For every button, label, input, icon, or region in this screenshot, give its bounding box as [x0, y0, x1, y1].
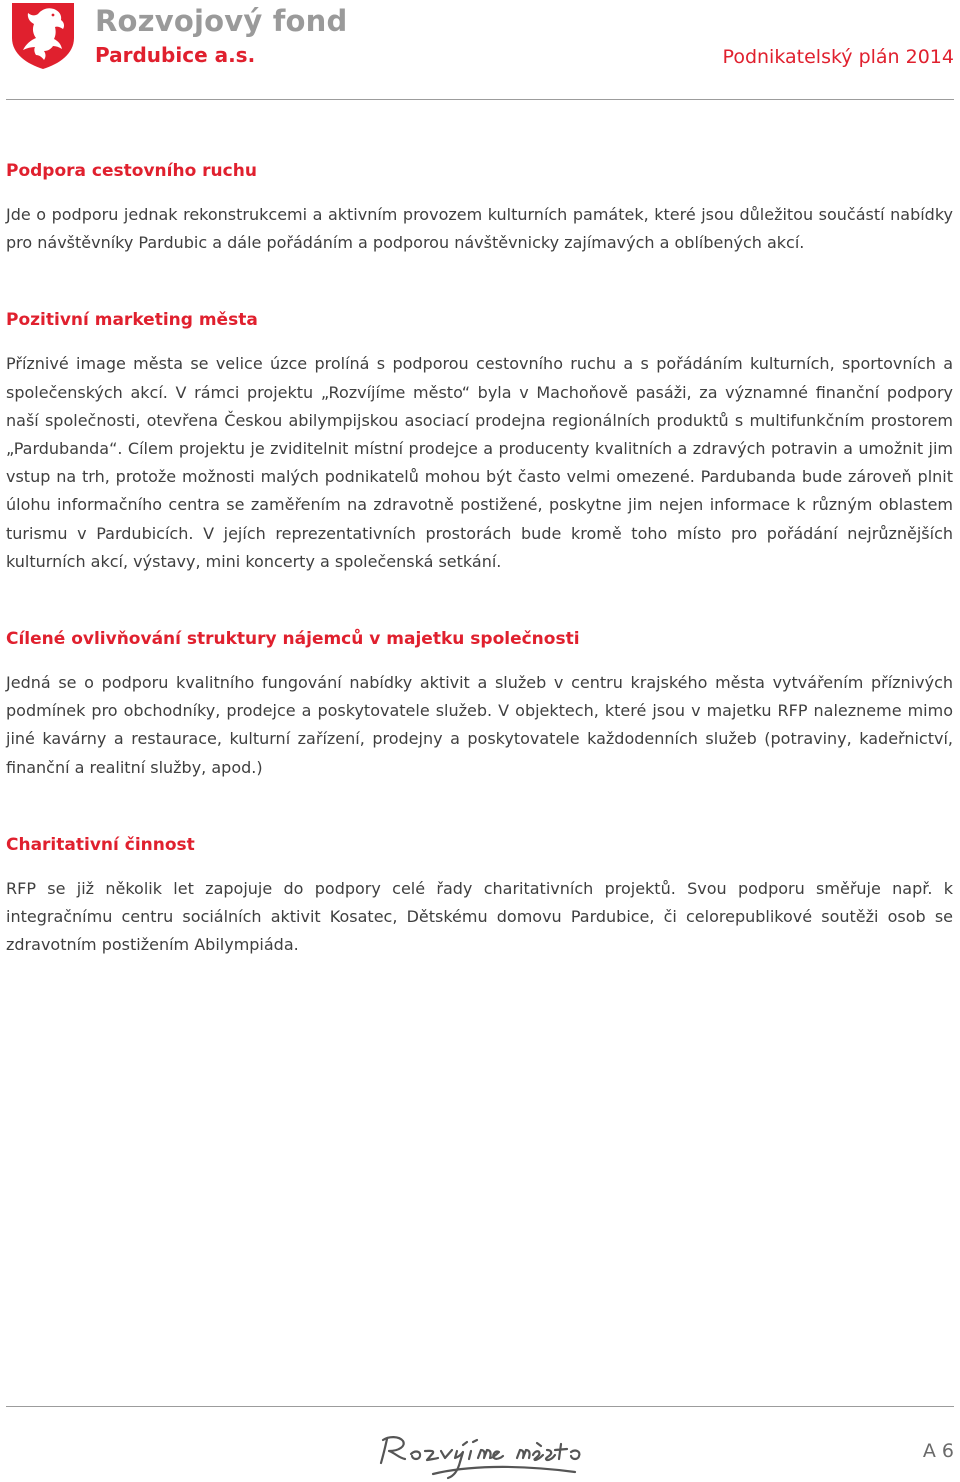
section-title: Cílené ovlivňování struktury nájemců v majetku společnosti [6, 629, 580, 650]
section-title: Podpora cestovního ruchu [6, 161, 257, 181]
section-title: Charitativní činnost [6, 834, 195, 855]
section-body: Příznivé image města se velice úzce prolíná s podporou cestovního ruchu a s pořádáním kulturních, sportovních a společenských akcí. V rámci projektu „Rozvíjíme město“ byla v Machoňově pasáži, za významné finanční podpory naší společnosti, otevřena Českou abilympijskou asociací prodejna regionálních produktů s multifunkčním prostorem „Pardubanda“. Cílem projektu je zviditelnit místní prodejce a producenty kvalitních a zdravých potravin a umožnit jim vstup na trh, protože možnosti malých podnikatelů mohou být často velmi omezené. Pardubanda bude zároveň plnit úlohu informačního centra se zaměřením na zdravotně postižené, poskytne jim nejen informace k různým oblastem turismu v Pardubicích. V jejích reprezentativních prostorách bude kromě toho místo pro pořádání nejrůznějších kulturních akcí, výstavy, mini koncerty a společenská setkání. [6, 354, 953, 571]
horse-shield-icon [9, 0, 77, 70]
footer-divider [6, 1406, 954, 1407]
section-body: RFP se již několik let zapojuje do podpory celé řady charitativních projektů. Svou podporu směřuje např. k integračnímu centru sociálních aktivit Kosatec, Dětskému domovu Pardubice, či celorepublikové soutěži osob se zdravotním postižením Abilympiáda. [6, 878, 953, 955]
section-title: Pozitivní marketing města [6, 310, 258, 331]
company-name: Rozvojový fond [95, 4, 348, 38]
header-divider [6, 99, 954, 100]
company-subname: Pardubice a.s. [95, 43, 256, 67]
page-header [0, 0, 960, 100]
section-city-marketing [6, 305, 953, 576]
section-charity [6, 830, 953, 960]
document-title: Podnikatelský plán 2014 [722, 46, 954, 68]
rozvijime-mesto-signature-logo [375, 1428, 597, 1482]
section-tenant-structure [6, 624, 953, 782]
section-body: Jde o podporu jednak rekonstrukcemi a aktivním provozem kulturních památek, které jsou důležitou součástí nabídky pro návštěvníky Pardubic a dále pořádáním a podporou návštěvnicky zajímavých a oblíbených akcí. [6, 205, 953, 253]
section-tourism-support [6, 156, 953, 257]
page-number: A 6 [922, 1440, 954, 1462]
page-content [6, 156, 953, 959]
section-body: Jedná se o podporu kvalitního fungování nabídky aktivit a služeb v centru krajského města vytvářením příznivých podmínek pro obchodníky, prodejce a poskytovatele služeb. V objektech, které jsou v majetku RFP nalezneme mimo jiné kavárny a restaurace, kulturní zařízení, prodejny a poskytovatele každodenních služeb (potraviny, kadeřnictví, finanční a realitní služby, apod.) [6, 673, 953, 777]
